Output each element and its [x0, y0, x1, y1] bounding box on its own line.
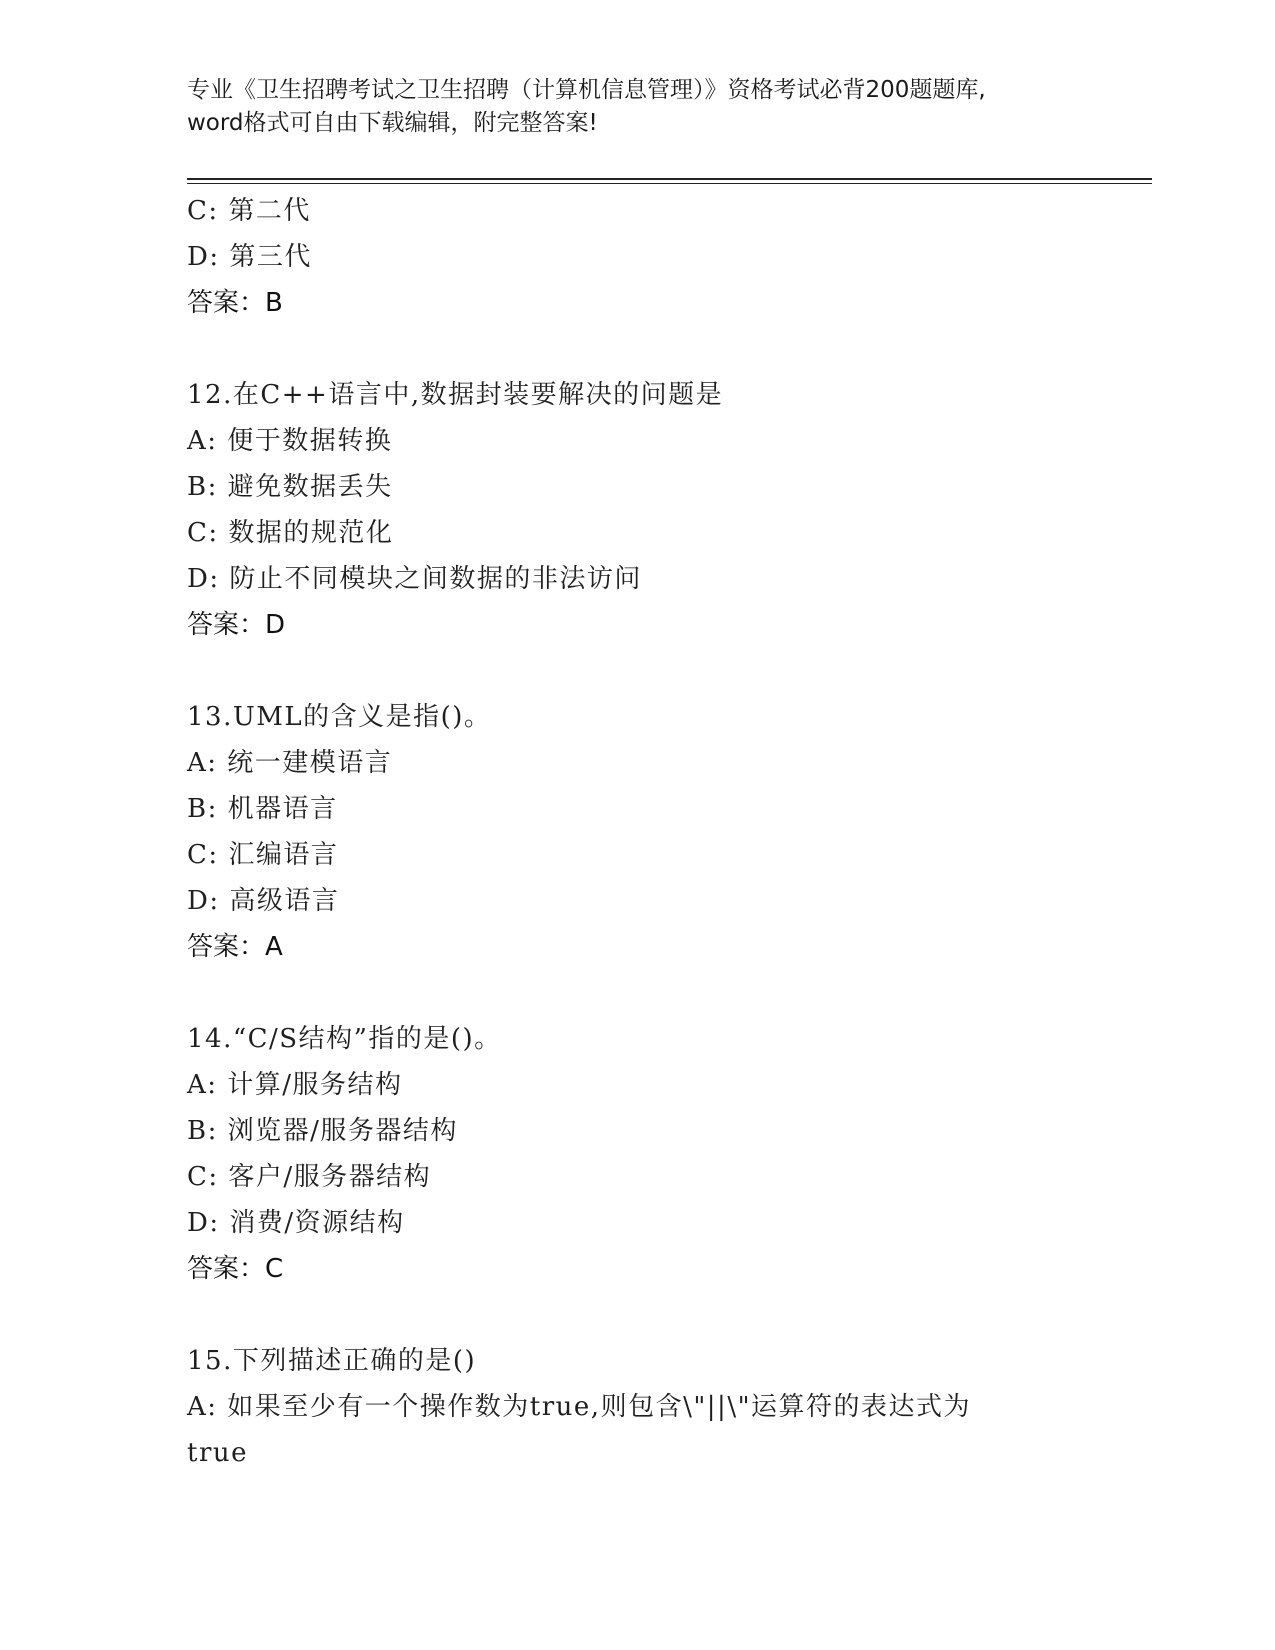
question-12 — [187, 372, 1087, 648]
option-d: D: 高级语言 — [187, 886, 340, 916]
question-stem: 13.UML的含义是指()。 — [187, 702, 492, 732]
document-header — [187, 74, 1087, 140]
option-d: D: 第三代 — [187, 242, 312, 272]
question-gap — [187, 970, 1087, 1016]
question-stem: 14.“C/S结构”指的是()。 — [187, 1024, 502, 1054]
option-d: D: 防止不同模块之间数据的非法访问 — [187, 564, 642, 594]
option-c: C: 客户/服务器结构 — [187, 1162, 432, 1192]
header-divider-thick — [187, 178, 1152, 180]
header-divider-thin — [187, 183, 1152, 184]
option-a-continuation: true — [187, 1438, 249, 1468]
header-title-line-2: word格式可自由下载编辑，附完整答案! — [187, 110, 598, 136]
question-13 — [187, 694, 1087, 970]
question-gap — [187, 1292, 1087, 1338]
answer-line: 答案：A — [187, 932, 283, 962]
question-11-continuation — [187, 188, 1087, 326]
option-a: A: 便于数据转换 — [187, 426, 393, 456]
question-list — [187, 188, 1087, 1476]
option-c: C: 数据的规范化 — [187, 518, 394, 548]
question-15 — [187, 1338, 1087, 1476]
question-stem: 15.下列描述正确的是() — [187, 1346, 477, 1376]
question-14 — [187, 1016, 1087, 1292]
option-b: B: 机器语言 — [187, 794, 338, 824]
option-b: B: 避免数据丢失 — [187, 472, 393, 502]
option-a: A: 计算/服务结构 — [187, 1070, 403, 1100]
option-c: C: 第二代 — [187, 196, 311, 226]
answer-line: 答案：B — [187, 288, 283, 318]
option-a: A: 统一建模语言 — [187, 748, 393, 778]
option-c: C: 汇编语言 — [187, 840, 339, 870]
question-gap — [187, 326, 1087, 372]
answer-line: 答案：D — [187, 610, 286, 640]
option-d: D: 消费/资源结构 — [187, 1208, 405, 1238]
header-title-line-1: 专业《卫生招聘考试之卫生招聘（计算机信息管理）》资格考试必背200题题库, — [187, 77, 986, 103]
question-stem: 12.在C++语言中,数据封装要解决的问题是 — [187, 380, 724, 410]
answer-line: 答案：C — [187, 1254, 284, 1284]
question-gap — [187, 648, 1087, 694]
option-b: B: 浏览器/服务器结构 — [187, 1116, 458, 1146]
option-a: A: 如果至少有一个操作数为true,则包含\"||\"运算符的表达式为 — [187, 1392, 972, 1422]
